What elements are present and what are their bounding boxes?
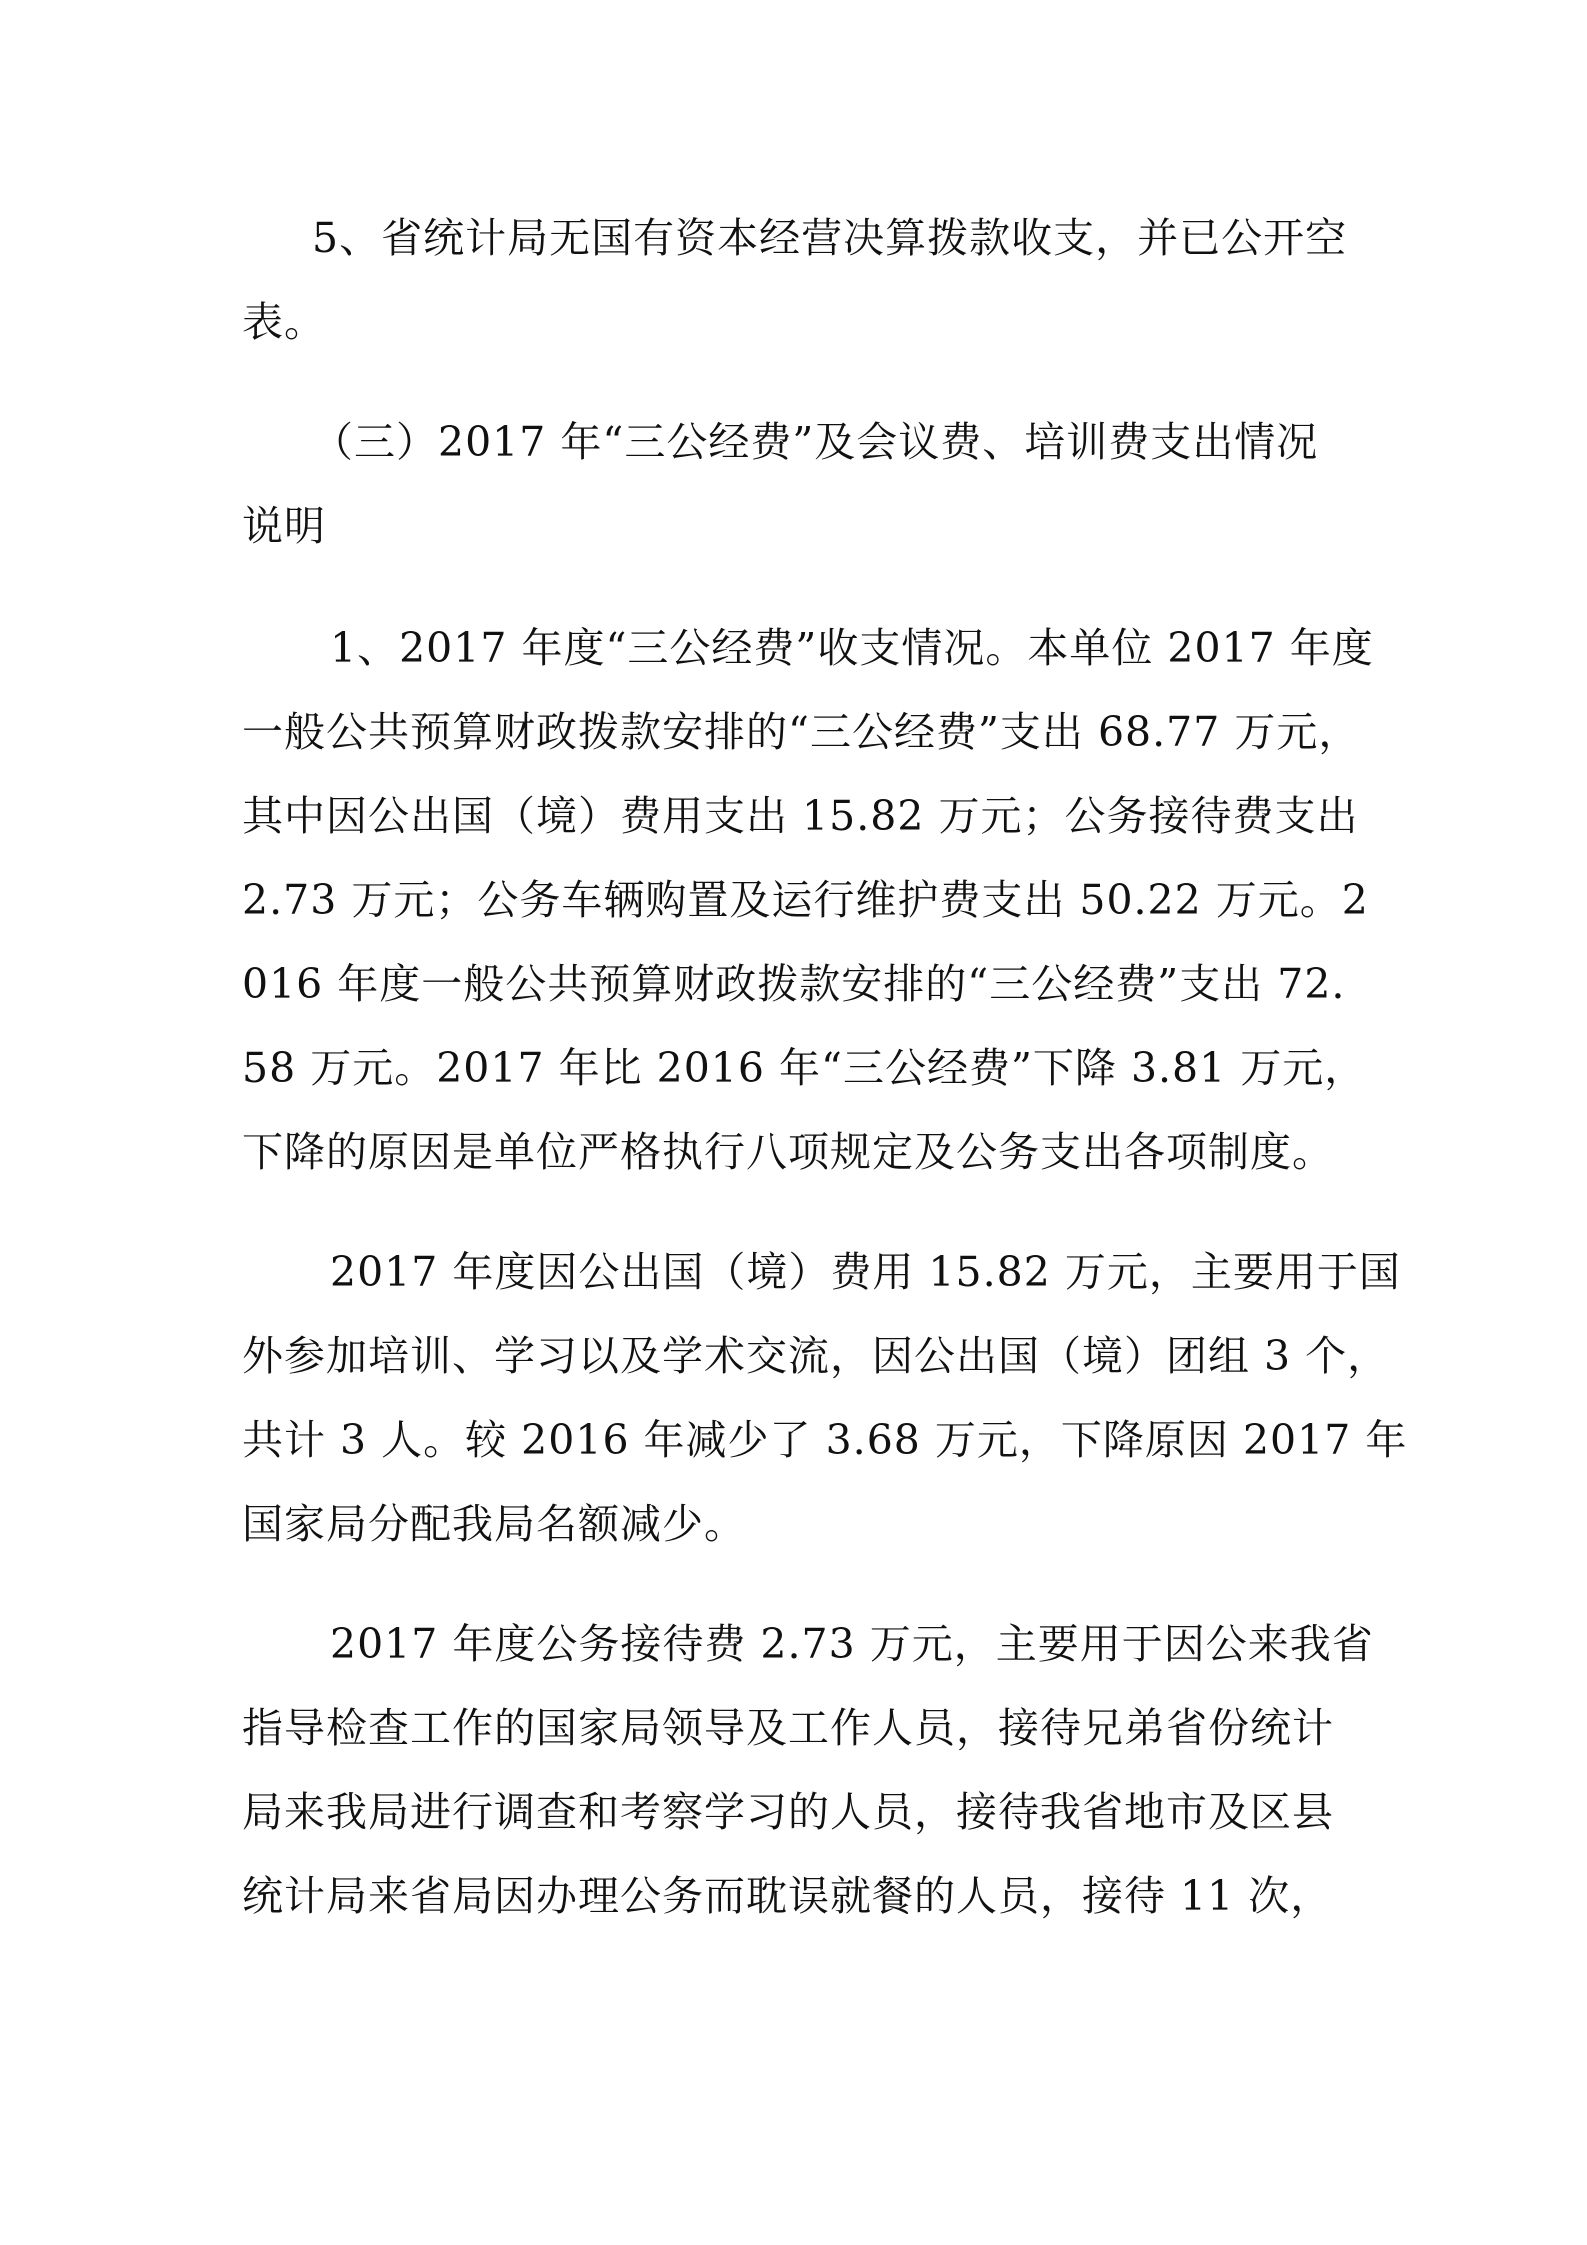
paragraph-1-line-1: 5、省统计局无国有资本经营决算拨款收支，并已公开空 (312, 214, 1348, 262)
section-heading-3-line-2: 说明 (242, 502, 326, 550)
paragraph-4-line-4: 统计局来省局因办理公务而耽误就餐的人员，接待 11 次， (242, 1872, 1333, 1920)
paragraph-4-line-3: 局来我局进行调查和考察学习的人员，接待我省地市及区县 (242, 1788, 1334, 1836)
paragraph-3-line-4: 国家局分配我局名额减少。 (242, 1500, 746, 1548)
section-heading-3-line-1: （三）2017 年“三公经费”及会议费、培训费支出情况 (312, 418, 1319, 466)
paragraph-2-line-4: 2.73 万元；公务车辆购置及运行维护费支出 50.22 万元。2 (242, 876, 1369, 924)
paragraph-2-line-7: 下降的原因是单位严格执行八项规定及公务支出各项制度。 (242, 1128, 1334, 1176)
paragraph-4-line-1: 2017 年度公务接待费 2.73 万元，主要用于因公来我省 (330, 1620, 1374, 1668)
paragraph-2-line-2: 一般公共预算财政拨款安排的“三公经费”支出 68.77 万元， (242, 708, 1361, 756)
paragraph-3-line-2: 外参加培训、学习以及学术交流，因公出国（境）团组 3 个， (242, 1332, 1390, 1380)
paragraph-2-line-3: 其中因公出国（境）费用支出 15.82 万元；公务接待费支出 (242, 792, 1359, 840)
paragraph-2-line-5: 016 年度一般公共预算财政拨款安排的“三公经费”支出 72. (242, 960, 1346, 1008)
paragraph-3-line-1: 2017 年度因公出国（境）费用 15.82 万元，主要用于国 (330, 1248, 1401, 1296)
paragraph-3-line-3: 共计 3 人。较 2016 年减少了 3.68 万元，下降原因 2017 年 (242, 1416, 1408, 1464)
paragraph-4-line-2: 指导检查工作的国家局领导及工作人员，接待兄弟省份统计 (242, 1704, 1334, 1752)
paragraph-2-line-1: 1、2017 年度“三公经费”收支情况。本单位 2017 年度 (330, 624, 1374, 672)
paragraph-2-line-6: 58 万元。2017 年比 2016 年“三公经费”下降 3.81 万元， (242, 1044, 1367, 1092)
paragraph-1-line-2: 表。 (242, 298, 326, 346)
